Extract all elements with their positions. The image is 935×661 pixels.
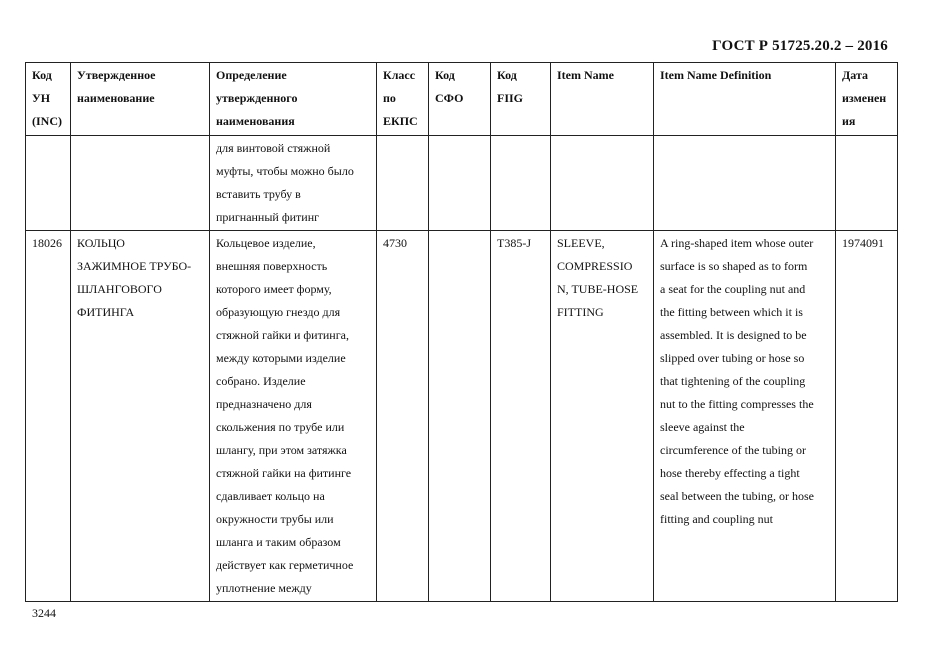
cell-empty	[377, 136, 429, 231]
cell-change-date: 1974091	[836, 231, 898, 602]
cell-fiig-code: T385-J	[491, 231, 551, 602]
page-number: 3244	[32, 606, 56, 620]
cell-definition-continued: для винтовой стяжной муфты, чтобы можно было вставить трубу в пригнанный фитинг	[210, 136, 377, 231]
header-row	[26, 63, 898, 136]
standard-designation: ГОСТ Р 51725.20.2 – 2016	[712, 38, 888, 54]
cell-definition: Кольцевое изделие, внешняя поверхность которого имеет форму, образующую гнездо для стяжной гайки и фитинга, между которыми изделие собрано. Изделие предназначено для скольжения по трубе или шлангу, при этом затяжка стяжной гайки на фитинге сдавливает кольцо на окружности трубы или шланга и таким образом действует как герметичное уплотнение между	[210, 231, 377, 602]
header-item-name-definition: Item Name Definition	[654, 63, 836, 136]
header-change-date: Дата изменен ия	[836, 63, 898, 136]
cell-approved-name: КОЛЬЦО ЗАЖИМНОЕ ТРУБО- ШЛАНГОВОГО ФИТИНГА	[71, 231, 210, 602]
item-name-table	[25, 62, 898, 602]
continuation-row	[26, 136, 898, 231]
cell-empty	[429, 136, 491, 231]
cell-item-name: SLEEVE, COMPRESSIO N, TUBE-HOSE FITTING	[551, 231, 654, 602]
header-definition: Определение утвержденного наименования	[210, 63, 377, 136]
cell-empty	[551, 136, 654, 231]
cell-empty	[836, 136, 898, 231]
cell-empty	[654, 136, 836, 231]
header-inc: Код УН (INC)	[26, 63, 71, 136]
header-ekps-class: Класс по ЕКПС	[377, 63, 429, 136]
header-fiig-code: Код FIIG	[491, 63, 551, 136]
header-approved-name: Утвержденное наименование	[71, 63, 210, 136]
cell-empty	[71, 136, 210, 231]
cell-empty	[26, 136, 71, 231]
header-item-name: Item Name	[551, 63, 654, 136]
cell-inc: 18026	[26, 231, 71, 602]
cell-empty	[491, 136, 551, 231]
table-row	[26, 231, 898, 602]
cell-ekps-class: 4730	[377, 231, 429, 602]
cell-item-name-definition: A ring-shaped item whose outer surface is so shaped as to form a seat for the coupling nut and the fitting between which it is assembled. It is designed to be slipped over tubing or hose so that tightening of the coupling nut to the fitting compresses the sleeve against the circumference of the tubing or hose thereby effecting a tight seal between the tubing, or hose fitting and coupling nut	[654, 231, 836, 602]
header-sfo-code: Код СФО	[429, 63, 491, 136]
cell-sfo-code	[429, 231, 491, 602]
